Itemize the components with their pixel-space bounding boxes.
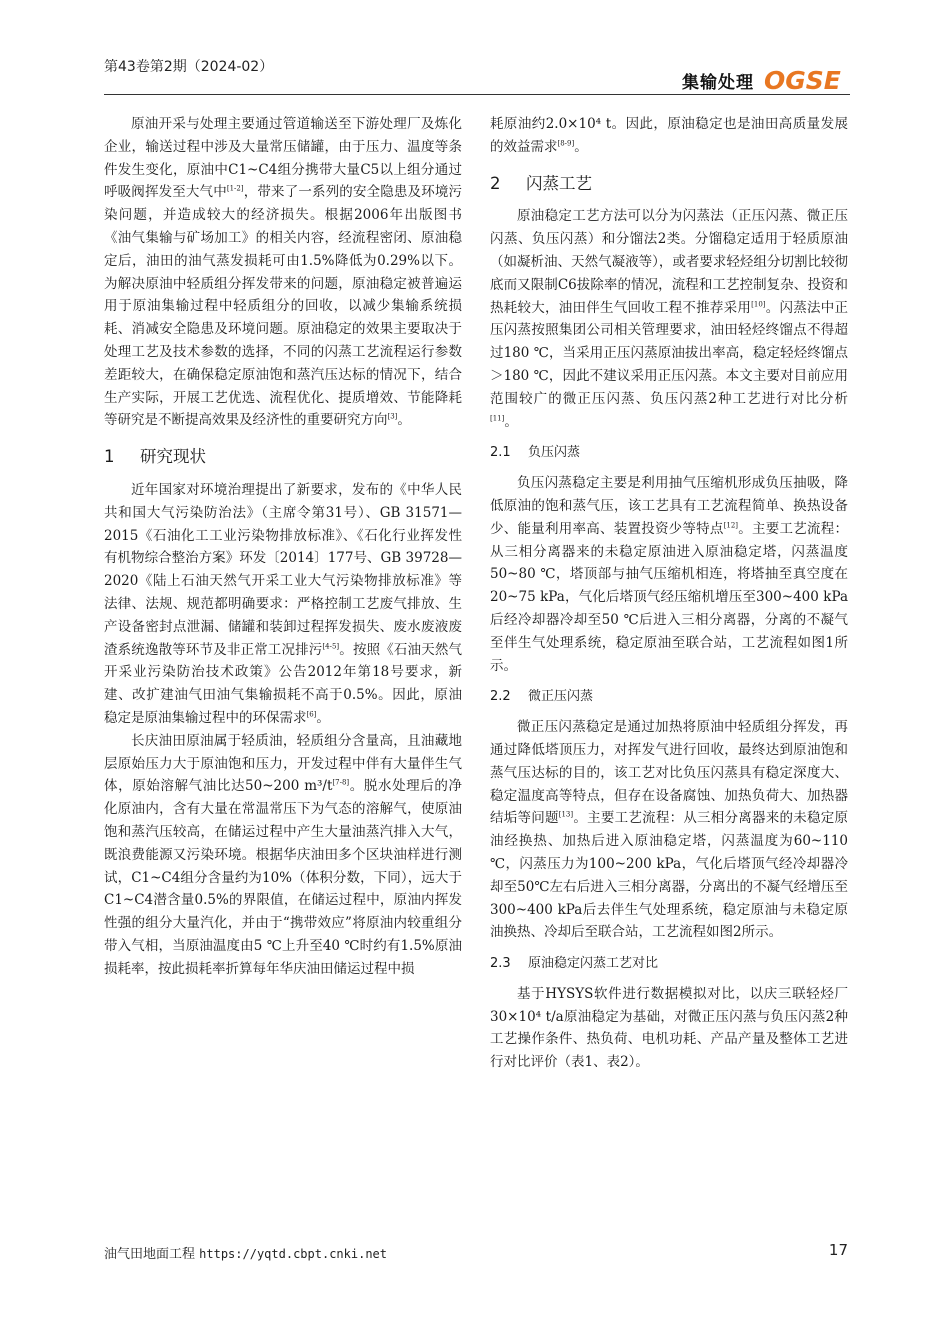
intro-paragraph: 原油开采与处理主要通过管道输送至下游处理厂及炼化企业，输送过程中涉及大量常压储罐，由于压力、温度等条件发生变化，原油中C1~C4组分携带大量C5以上组分通过呼吸阀挥发至大气中[1-2]，带来了一系列的安全隐患及环境污染问题，并造成较大的经济损失。根据2006年出版图书《油气集输与矿场加工》的相关内容，经流程密闭、原油稳定后，油田的油气蒸发损耗可由1.5%降低为0.29%以下。为解决原油中轻质组分挥发带来的问题，原油稳定被普遍运用于原油集输过程中轻质组分的回收，以减少集输系统损耗、消减安全隐患及环境问题。原油稳定的效果主要取决于处理工艺及技术参数的选择，不同的闪蒸工艺流程运行参数差距较大，在确保稳定原油饱和蒸汽压达标的情况下，结合生产实际，开展工艺优选、流程优化、提质增效、节能降耗等研究是不断提高效果及经济性的重要研究方向[3]。 [104,116,463,429]
right-column [490,113,848,1074]
subsection-2-3-title: 原油稳定闪蒸工艺对比 [528,956,659,972]
subsection-2-3-heading [490,953,848,976]
subsection-2-1-paragraph: 负压闪蒸稳定主要是利用抽气压缩机形成负压抽吸，降低原油的饱和蒸气压，该工艺具有工艺流程简单、换热设备少、能量利用率高、装置投资少等特点[12]。主要工艺流程：从三相分离器来的未稳定原油进入原油稳定塔，闪蒸温度50~80 ℃，塔顶部与抽气压缩机相连，将塔抽至真空度在20~75 kPa，气化后塔顶气经压缩机增压至300~400 kPa后经冷却器冷却至50 ℃后进入三相分离器，分离的不凝气至伴生气处理系统，稳定原油至联合站，工艺流程如图1所示。 [490,475,849,674]
citation-ref: [12] [723,521,739,530]
header-brand [682,64,850,96]
citation-ref: [8-9] [557,139,575,148]
section-1-number: 1 [104,447,115,467]
citation-ref: [1-2] [226,184,244,193]
subsection-2-2-paragraph: 微正压闪蒸稳定是通过加热将原油中轻质组分挥发，再通过降低塔顶压力，对挥发气进行回收，最终达到原油饱和蒸气压达标的目的，该工艺对比负压闪蒸具有稳定深度大、稳定温度高等特点，但存在设备腐蚀、加热负荷大、加热器结垢等问题[13]。主要工艺流程：从三相分离器来的未稳定原油经换热、加热后进入原油稳定塔，闪蒸温度为60~110 ℃，闪蒸压力为100~200 kPa，气化后塔顶气经冷却器冷却至50℃左右后进入三相分离器，分离出的不凝气经增压至300~400 kPa后去伴生气处理系统，稳定原油与未稳定原油换热、冷却后至联合站，工艺流程如图2所示。 [490,719,849,941]
footer-url-link[interactable]: https://yqtd.cbpt.cnki.net [199,1247,387,1261]
citation-ref: [7-8] [332,778,350,787]
citation-ref: [3] [387,412,398,421]
subsection-2-2-title: 微正压闪蒸 [528,689,594,705]
subsection-2-3-number: 2.3 [490,956,511,972]
footer-journal-name: 油气田地面工程 [104,1247,196,1262]
section-2-paragraph: 原油稳定工艺方法可以分为闪蒸法（正压闪蒸、微正压闪蒸、负压闪蒸）和分馏法2类。分馏稳定适用于轻质原油（如凝析油、天然气凝液等），或者要求轻烃组分切割比较彻底而又限制C6拔除率的情况，流程和工艺控制复杂、投资和热耗较大，油田伴生气回收工程不推荐采用[10]。闪蒸法中正压闪蒸按照集团公司相关管理要求，油田轻烃终馏点不得超过180 ℃，当采用正压闪蒸原油拔出率高，稳定轻烃终馏点＞180 ℃，因此不建议采用正压闪蒸。本文主要对目前应用范围较广的微正压闪蒸、负压闪蒸2种工艺进行对比分析[11]。 [490,208,849,430]
section-1-title: 研究现状 [140,447,206,467]
continued-paragraph: 耗原油约2.0×10⁴ t。因此，原油稳定也是油田高质量发展的效益需求[8-9]。 [490,116,848,155]
page-number: 17 [828,1241,848,1259]
section-2-title: 闪蒸工艺 [526,173,592,193]
section-1-heading [104,446,462,469]
section-2-heading [490,173,848,196]
section-1-paragraph-1: 近年国家对环境治理提出了新要求，发布的《中华人民共和国大气污染防治法》（主席令第31号）、GB 31571—2015《石油化工工业污染物排放标准》、《石化行业挥发性有机物综合整治方案》环发〔2014〕177号、GB 39728—2020《陆上石油天然气开采工业大气污染物排放标准》等法律、法规、规范都明确要求：严格控制工艺废气排放、生产设备密封点泄漏、储罐和装卸过程挥发损失、废水废液废渣系统逸散等环节及非正常工况排污[4-5]。按照《石油天然气开采业污染防治技术政策》公告2012年第18号要求，新建、改扩建油气田油气集输损耗不高于0.5%。因此，原油稳定是原油集输过程中的环保需求[6]。 [104,481,463,726]
section-1-paragraph-2: 长庆油田原油属于轻质油，轻质组分含量高，且油藏地层原始压力大于原油饱和压力，开发过程中伴有大量伴生气体，原始溶解气油比达50~200 m³/t[7-8]。脱水处理后的净化原油内，含有大量在常温常压下为气态的溶解气，使原油饱和蒸汽压较高，在储运过程中产生大量油蒸汽排入大气，既浪费能源又污染环境。根据华庆油田多个区块油样进行测试，C1~C4组分含量约为10%（体积分数，下同），远大于C1~C4潜含量0.5%的界限值，在储运过程中，原油内挥发性强的组分大量汽化，并由于“携带效应”将原油内较重组分带入气相，当原油温度由5 ℃上升至40 ℃时约有1.5%原油损耗率，按此损耗率折算每年华庆油田储运过程中损 [104,732,462,977]
header-section-title: 集输处理 [682,72,754,93]
footer-journal [104,1243,387,1262]
subsection-2-1-heading [490,442,848,465]
citation-ref: [4-5] [322,642,340,651]
citation-ref: [10] [751,300,766,309]
citation-ref: [13] [558,810,574,819]
citation-ref: [6] [306,710,317,719]
subsection-2-1-title: 负压闪蒸 [528,445,581,461]
header-rule [104,94,850,95]
logo-text: OGSE [764,66,841,95]
citation-ref: [11] [490,414,505,423]
subsection-2-1-number: 2.1 [490,445,511,461]
subsection-2-2-heading [490,686,848,709]
section-2-number: 2 [490,173,501,193]
ogse-logo-icon [762,64,850,96]
left-column [104,113,462,980]
subsection-2-3-paragraph: 基于HYSYS软件进行数据模拟对比，以庆三联轻烃厂30×10⁴ t/a原油稳定为基础，对微正压闪蒸与负压闪蒸2种工艺操作条件、热负荷、电机功耗、产品产量及整体工艺进行对比评价（表1、表2）。 [490,985,848,1071]
subsection-2-2-number: 2.2 [490,689,511,705]
header-issue: 第43卷第2期（2024-02） [104,59,274,75]
